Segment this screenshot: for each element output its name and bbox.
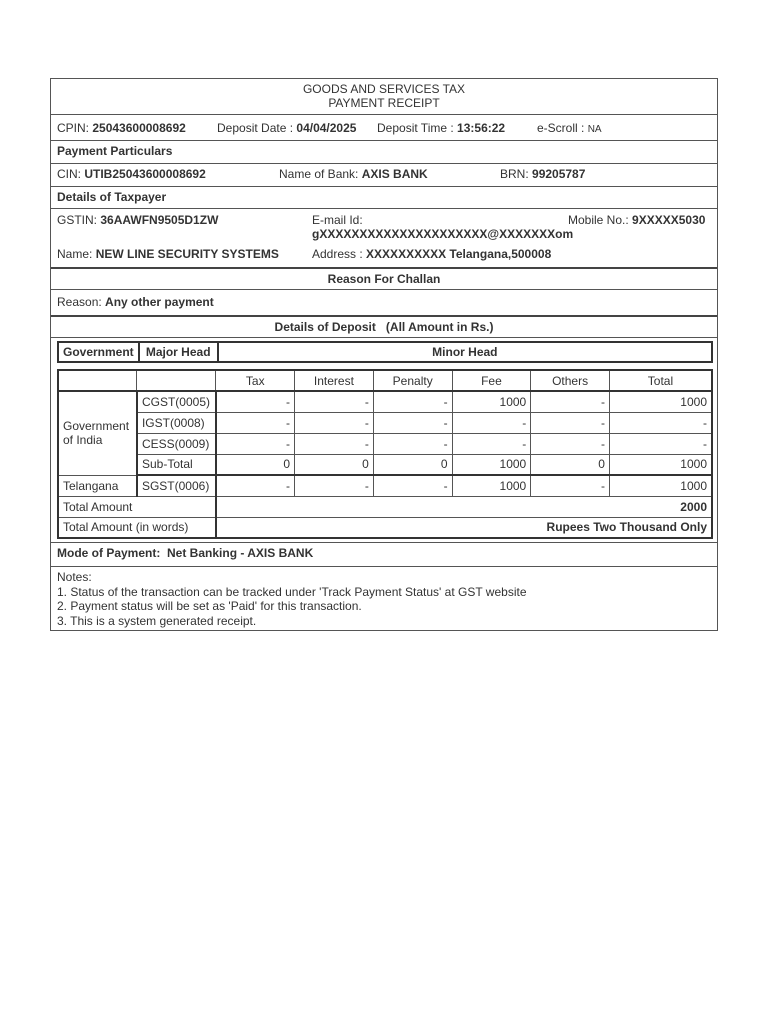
column-header-row [58, 370, 712, 391]
state-row: Telangana SGST(0006) - - - 1000 - 1000 [58, 475, 712, 496]
amount-table [57, 369, 713, 539]
col-others: Others [531, 370, 610, 391]
mode-of-payment-value: Net Banking - AXIS BANK [167, 546, 314, 560]
total-words-value: Rupees Two Thousand Only [216, 517, 712, 538]
col-penalty: Penalty [373, 370, 452, 391]
email: E-mail Id: gXXXXXXXXXXXXXXXXXXXXX@XXXXXXXom [312, 213, 574, 241]
head-major: Major Head [139, 342, 218, 362]
taxpayer-name-value: NEW LINE SECURITY SYSTEMS [95, 247, 279, 261]
note-item: 1. Status of the transaction can be tracked under 'Track Payment Status' at GST website [57, 584, 527, 599]
taxpayer-heading: Details of Taxpayer [57, 190, 167, 204]
col-total: Total [609, 370, 712, 391]
brn: BRN: 99205787 [500, 167, 586, 181]
mobile: Mobile No.: 9XXXXX5030 [568, 213, 706, 227]
cin: CIN: UTIB25043600008692 [57, 167, 206, 181]
receipt-title [51, 82, 717, 110]
deposit-time: Deposit Time : 13:56:22 [377, 121, 506, 135]
payment-particulars-heading: Payment Particulars [57, 144, 173, 158]
e-scroll: e-Scroll : NA [537, 121, 602, 135]
subtotal-row: Sub-Total 0 0 0 1000 0 1000 [58, 454, 712, 475]
cpin-value: 25043600008692 [92, 121, 186, 135]
total-words-row [58, 517, 712, 538]
address-value: XXXXXXXXXX Telangana,500008 [366, 247, 552, 261]
payment-receipt [50, 78, 718, 631]
brn-value: 99205787 [532, 167, 586, 181]
table-row: CESS(0009) - - - - - - [58, 433, 712, 454]
total-value: 2000 [216, 496, 712, 517]
note-item: 3. This is a system generated receipt. [57, 613, 257, 628]
note-item: 2. Payment status will be set as 'Paid' for this transaction. [57, 599, 362, 613]
col-fee: Fee [452, 370, 531, 391]
total-words-label: Total Amount (in words) [58, 517, 216, 538]
challan-heading: Reason For Challan [327, 272, 441, 286]
title-line-1: GOODS AND SERVICES TAX [302, 82, 466, 96]
reason-value: Any other payment [105, 295, 214, 309]
head-minor: Minor Head [218, 342, 712, 362]
bank-name: Name of Bank: AXIS BANK [279, 167, 428, 181]
table-row: Government of India CGST(0005) - - - 1000 - 1000 [58, 391, 712, 412]
deposit-heading: Details of Deposit (All Amount in Rs.) [274, 320, 494, 334]
title-line-2: PAYMENT RECEIPT [328, 96, 440, 110]
notes [57, 570, 527, 628]
gstin-value: 36AAWFN9505D1ZW [100, 213, 219, 227]
mobile-value: 9XXXXX5030 [632, 213, 706, 227]
address: Address : XXXXXXXXXX Telangana,500008 [312, 247, 552, 261]
e-scroll-value: NA [587, 124, 602, 135]
col-interest: Interest [295, 370, 374, 391]
notes-heading: Notes: [57, 570, 92, 584]
cpin: CPIN: 25043600008692 [57, 121, 186, 135]
total-row [58, 496, 712, 517]
table-row: IGST(0008) - - - - - - [58, 412, 712, 433]
deposit-date: Deposit Date : 04/04/2025 [217, 121, 357, 135]
deposit-time-value: 13:56:22 [457, 121, 506, 135]
taxpayer-name: Name: NEW LINE SECURITY SYSTEMS [57, 247, 279, 261]
mode-of-payment: Mode of Payment: Net Banking - AXIS BANK [57, 546, 314, 560]
reason: Reason: Any other payment [57, 295, 214, 309]
head-government: Government [58, 342, 139, 362]
head-table [57, 341, 713, 363]
cin-value: UTIB25043600008692 [84, 167, 206, 181]
deposit-date-value: 04/04/2025 [296, 121, 357, 135]
gstin: GSTIN: 36AAWFN9505D1ZW [57, 213, 219, 227]
government-of-india: Government of India [58, 391, 137, 475]
total-label: Total Amount [58, 496, 216, 517]
col-tax: Tax [216, 370, 295, 391]
state-government: Telangana [58, 475, 137, 496]
bank-name-value: AXIS BANK [361, 167, 428, 181]
email-value: gXXXXXXXXXXXXXXXXXXXXX@XXXXXXXom [312, 227, 574, 241]
